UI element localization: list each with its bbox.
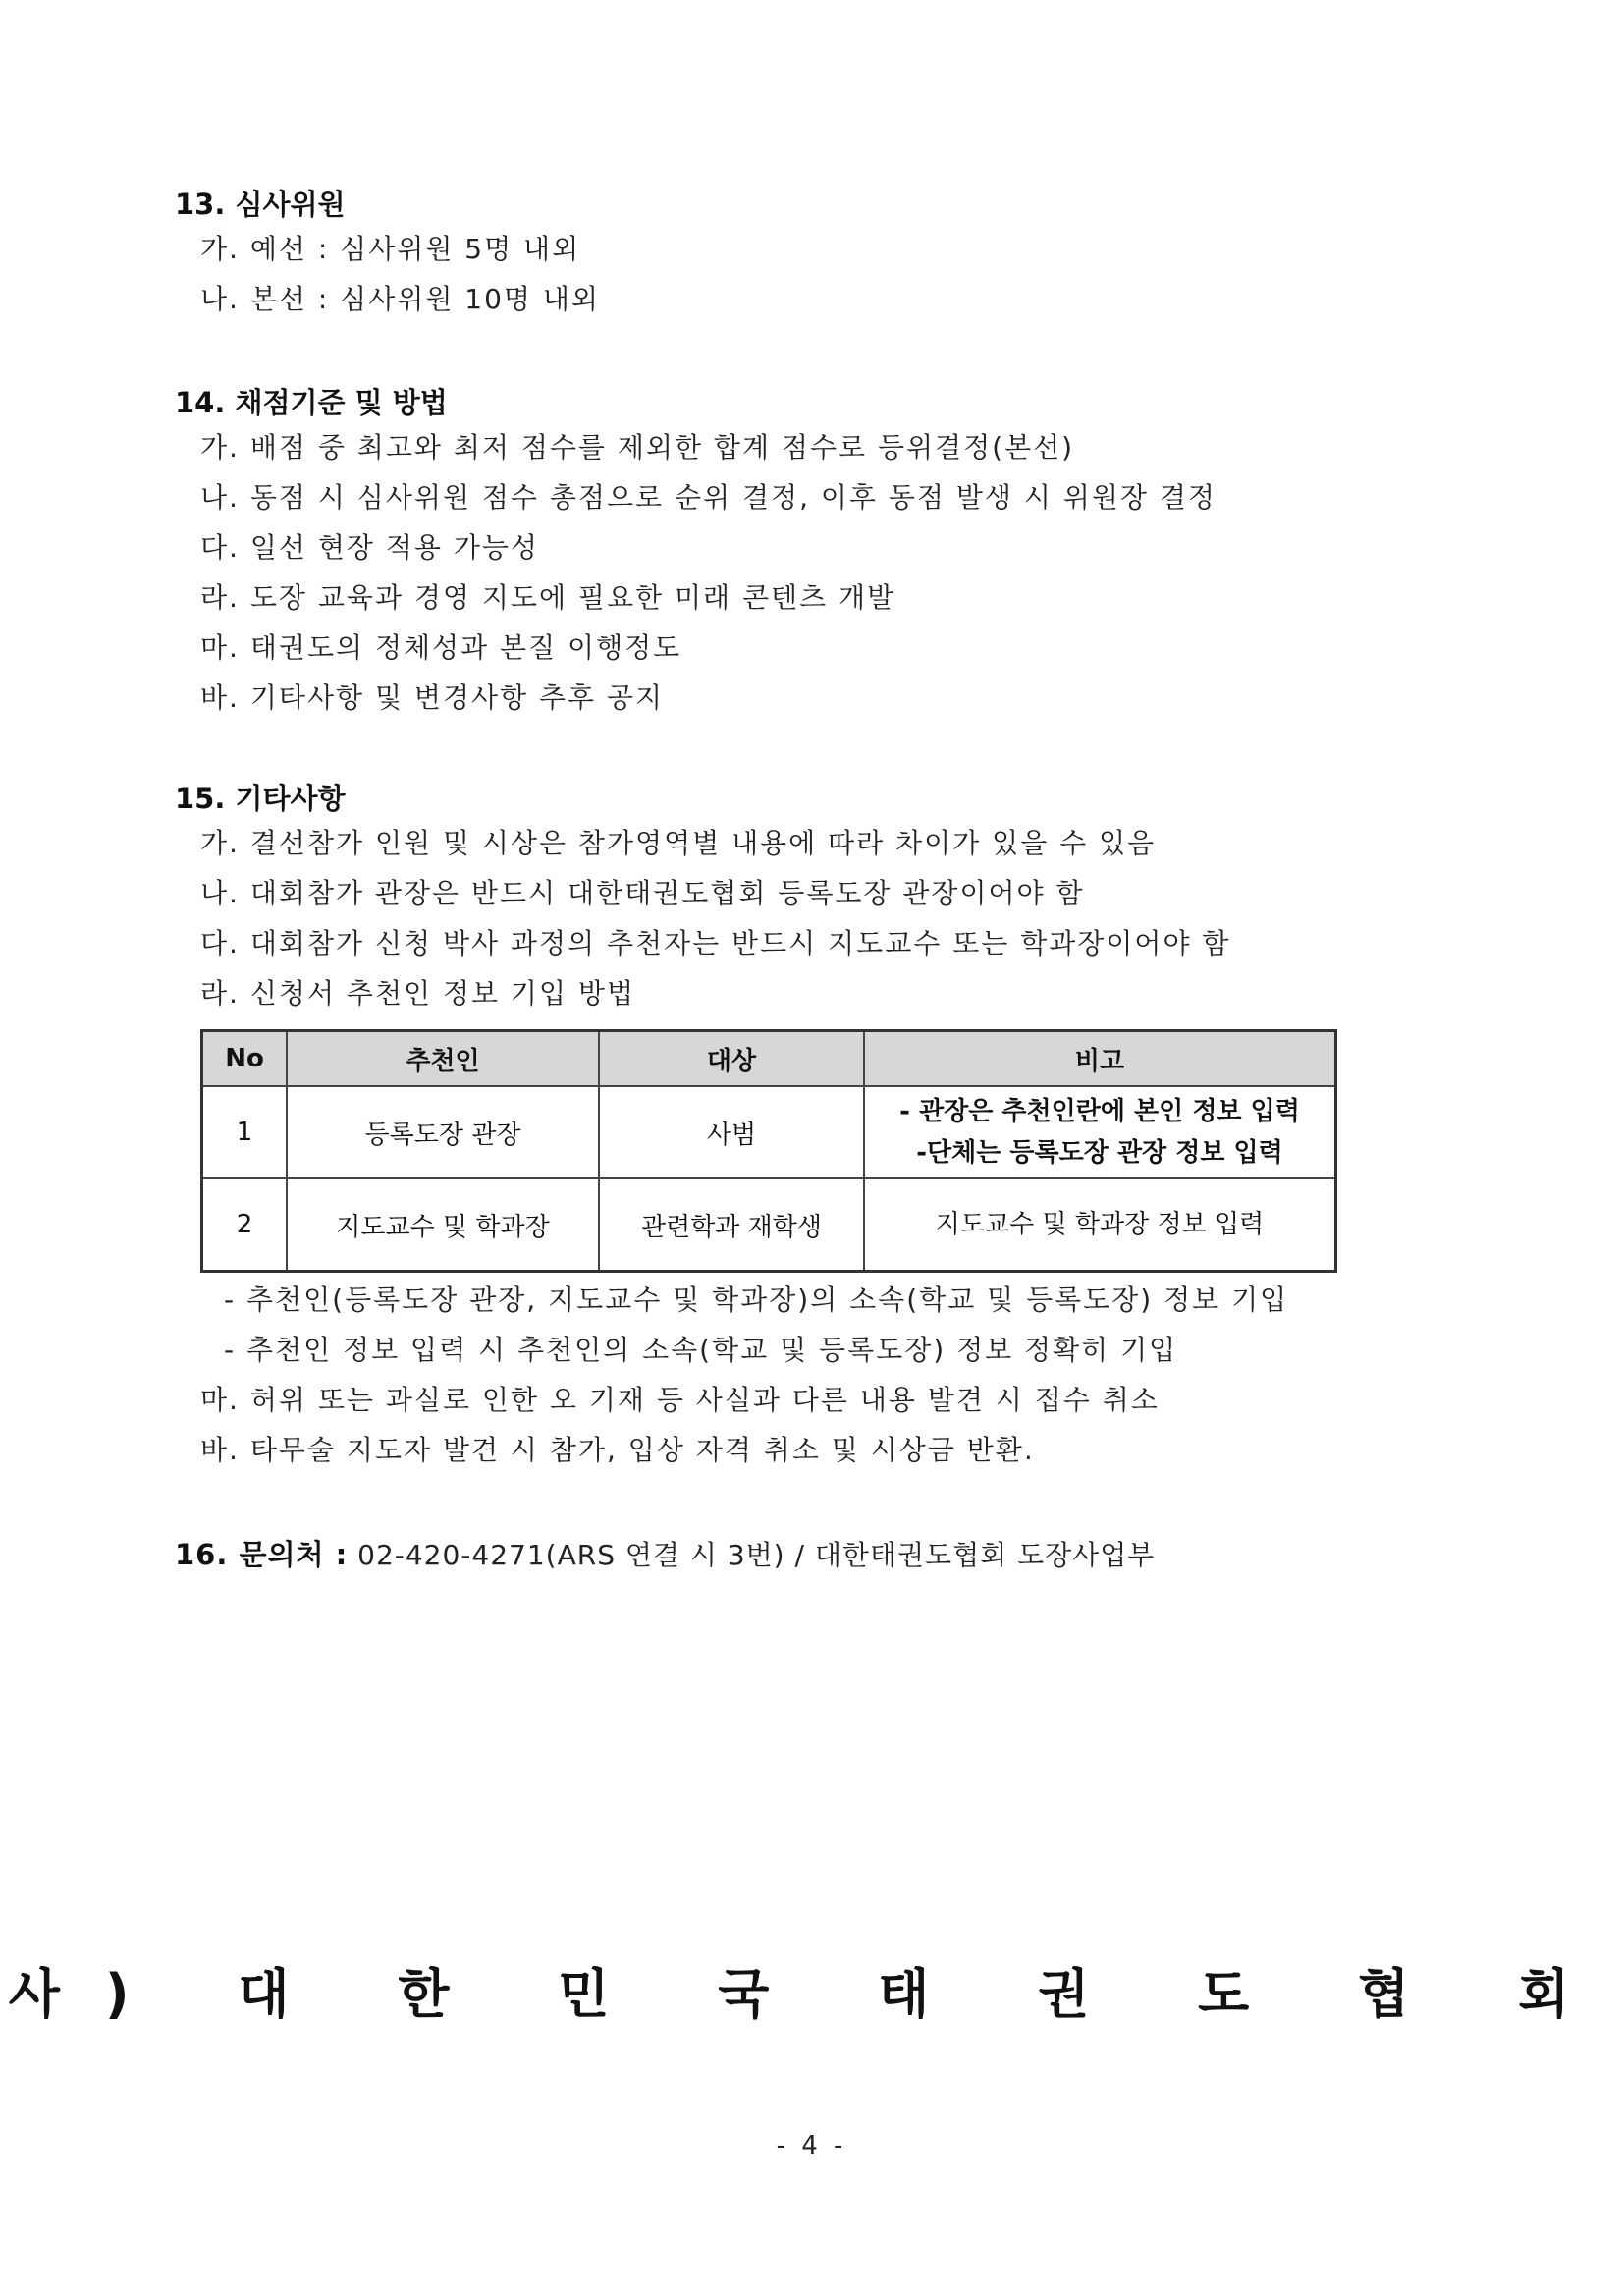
- section-15-item: 가. 결선참가 인원 및 시상은 참가영역별 내용에 따라 차이가 있을 수 있음: [200, 827, 1157, 859]
- section-16: [175, 1534, 1451, 1574]
- cell-no: 1: [202, 1086, 288, 1178]
- cell-note-line: - 관장은 추천인란에 본인 정보 입력: [899, 1097, 1300, 1126]
- section-14-item: 바. 기타사항 및 변경사항 추후 공지: [200, 682, 665, 714]
- cell-target: 사범: [599, 1086, 864, 1178]
- table-header-note: 비고: [864, 1031, 1336, 1087]
- section-15-title: 15. 기타사항: [175, 782, 346, 815]
- table-header-recommender: 추천인: [287, 1031, 599, 1087]
- table-footnote: - 추천인(등록도장 관장, 지도교수 및 학과장)의 소속(학교 및 등록도장) 정보 기입: [224, 1284, 1289, 1316]
- section-15-item: 라. 신청서 추천인 정보 기입 방법: [200, 977, 636, 1010]
- table-footnote: - 추천인 정보 입력 시 추천인의 소속(학교 및 등록도장) 정보 정확히 기입: [224, 1334, 1178, 1366]
- section-14-item: 가. 배점 중 최고와 최저 점수를 제외한 합계 점수로 등위결정(본선): [200, 431, 1075, 464]
- section-13-item: 가. 예선 : 심사위원 5명 내외: [200, 233, 581, 265]
- section-14-item: 다. 일선 현장 적용 가능성: [200, 531, 539, 564]
- cell-note-line: 지도교수 및 학과장 정보 입력: [935, 1210, 1265, 1239]
- section-15-item: 나. 대회참가 관장은 반드시 대한태권도협회 등록도장 관장이어야 함: [200, 877, 1085, 909]
- page-number: - 4 -: [776, 2131, 847, 2160]
- section-13-item: 나. 본선 : 심사위원 10명 내외: [200, 283, 600, 315]
- section-14-item: 라. 도장 교육과 경영 지도에 필요한 미래 콘텐츠 개발: [200, 581, 896, 614]
- section-15-item: 마. 허위 또는 과실로 인한 오 기재 등 사실과 다른 내용 발견 시 접수 취소: [200, 1384, 1160, 1416]
- section-15: [175, 779, 1451, 1018]
- contact-info: 02-420-4271(ARS 연결 시 3번) / 대한태권도협회 도장사업부: [357, 1539, 1156, 1571]
- section-14-item: 마. 태권도의 정체성과 본질 이행정도: [200, 631, 682, 664]
- table-row: [202, 1086, 1336, 1178]
- cell-target: 관련학과 재학생: [599, 1178, 864, 1272]
- section-14-title: 14. 채점기준 및 방법: [175, 386, 448, 419]
- section-13: [175, 185, 1451, 324]
- section-14: [175, 383, 1451, 723]
- table-row: [202, 1178, 1336, 1272]
- organization-name: 사) 대 한 민 국 태 권 도 협 회: [8, 1963, 1615, 2025]
- section-14-item: 나. 동점 시 심사위원 점수 총점으로 순위 결정, 이후 동점 발생 시 위원장 결정: [200, 481, 1217, 514]
- recommender-table: [200, 1029, 1337, 1273]
- cell-note: [864, 1178, 1336, 1272]
- cell-note: [864, 1086, 1336, 1178]
- table-header-no: No: [202, 1031, 288, 1087]
- section-15-continued: [175, 1275, 1451, 1475]
- section-15-item: 다. 대회참가 신청 박사 과정의 추천자는 반드시 지도교수 또는 학과장이어야 함: [200, 927, 1231, 959]
- table-header-target: 대상: [599, 1031, 864, 1087]
- cell-recommender: 지도교수 및 학과장: [287, 1178, 599, 1272]
- section-13-title: 13. 심사위원: [175, 188, 346, 221]
- cell-note-line: -단체는 등록도장 관장 정보 입력: [916, 1138, 1283, 1168]
- cell-no: 2: [202, 1178, 288, 1272]
- table-header-row: [202, 1031, 1336, 1087]
- cell-recommender: 등록도장 관장: [287, 1086, 599, 1178]
- section-16-title: 16. 문의처 :: [175, 1538, 349, 1571]
- section-15-item: 바. 타무술 지도자 발견 시 참가, 입상 자격 취소 및 시상금 반환.: [200, 1434, 1035, 1466]
